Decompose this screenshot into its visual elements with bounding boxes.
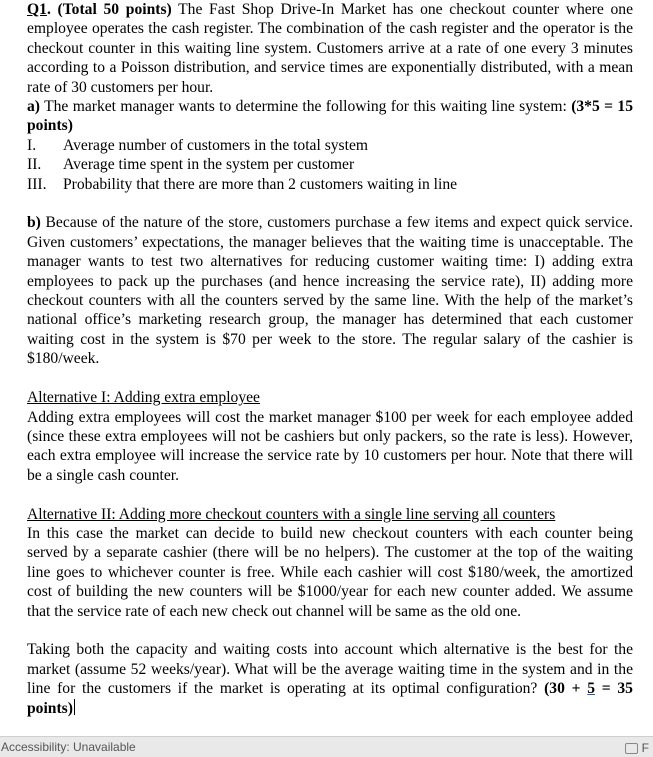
list-item-text: Average time spent in the system per customer xyxy=(63,156,355,174)
list-item xyxy=(0,175,633,194)
alternative-2-title xyxy=(27,505,633,524)
accessibility-status[interactable]: Accessibility: Unavailable xyxy=(1,740,136,754)
part-b-text: Because of the nature of the store, customers purchase a few items and expect quick service. Given customers’ expectations, the manager believes that the waiting time is unacceptable. The manager wants to test two alternatives for reducing customer waiting time: I) adding extra employees to pack up the purchases (and hence increasing the service rate), II) adding more checkout counters with all the counters served by the same line. With the help of the market’s national office’s marketing research group, the manager has determined that each customer waiting cost in the system is $70 per week to the store. The regular salary of the cashier is $180/week. xyxy=(27,214,633,368)
focus-button[interactable] xyxy=(625,741,649,755)
part-a-list xyxy=(27,136,633,194)
question-1-paragraph xyxy=(27,0,633,97)
closing-points-suffix: = 35 points) xyxy=(27,680,633,717)
closing-paragraph xyxy=(27,640,633,718)
list-item-number: II. xyxy=(27,156,42,174)
focus-icon xyxy=(625,743,638,754)
list-item xyxy=(0,136,633,155)
blank-line xyxy=(27,485,633,504)
list-item-number: I. xyxy=(27,136,37,154)
alternative-2-title-text: Alternative II: Adding more checkout counters with a single line serving all counters xyxy=(27,505,556,523)
part-b-label: b) xyxy=(27,214,41,232)
alternative-1-title-text: Alternative I: Adding extra employee xyxy=(27,389,260,407)
alternative-2-text: In this case the market can decide to build new checkout counters with each counter being served by a separate cashier (there will be no helpers). The customer at the top of the waiting line goes to whichever counter is free. While each cashier will cost $180/week, the amortized cost of building the new counters will be $1000/year for each new counter added. We assume that the service rate of each new check out channel will be same as the old one. xyxy=(27,524,633,620)
alternative-1-title xyxy=(27,388,633,407)
part-a-label: a) xyxy=(27,98,40,116)
focus-label: F xyxy=(641,741,649,755)
status-bar xyxy=(0,736,653,757)
blank-line xyxy=(27,369,633,388)
blank-line xyxy=(27,621,633,640)
part-b-paragraph xyxy=(27,213,633,368)
alternative-1-text: Adding extra employees will cost the market manager $100 per week for each employee added (since these extra employees will not be cashiers but only packers, so the rate is less). However, each extra employee will increase the service rate by 10 customers per hour. Note that there will be a single cash counter. xyxy=(27,408,633,484)
list-item xyxy=(0,155,633,174)
document-page[interactable] xyxy=(27,0,633,718)
closing-points-prefix: (30 + xyxy=(544,680,588,698)
list-item-number: III. xyxy=(27,175,47,193)
question-header: . (Total 50 points) xyxy=(46,1,172,18)
list-item-text: Probability that there are more than 2 customers waiting in line xyxy=(63,175,458,193)
text-cursor xyxy=(74,699,75,715)
question-intro: The Fast Shop Drive-In Market has one checkout counter where one employee operates the cash register. The combination of the cash register and the operator is the checkout counter in this waiting line system. Customers arrive at a rate of one every 3 minutes according to a Poisson distribution, and service times are exponentially distributed, with a mean rate of 30 customers per hour. xyxy=(27,1,633,96)
part-a-points: (3*5 = 15 points) xyxy=(27,98,633,135)
closing-points-five: 5 xyxy=(587,680,596,698)
part-a-paragraph xyxy=(27,97,633,136)
list-item-text: Average number of customers in the total system xyxy=(63,136,369,154)
closing-text: Taking both the capacity and waiting costs into account which alternative is the best for the market (assume 52 weeks/year). What will be the average waiting time in the system and in the line for the customers if the market is operating at its optimal configuration? xyxy=(27,641,633,698)
blank-line xyxy=(27,194,633,213)
part-a-text: The market manager wants to determine the following for this waiting line system: xyxy=(40,98,572,116)
question-number: Q1 xyxy=(27,1,47,18)
